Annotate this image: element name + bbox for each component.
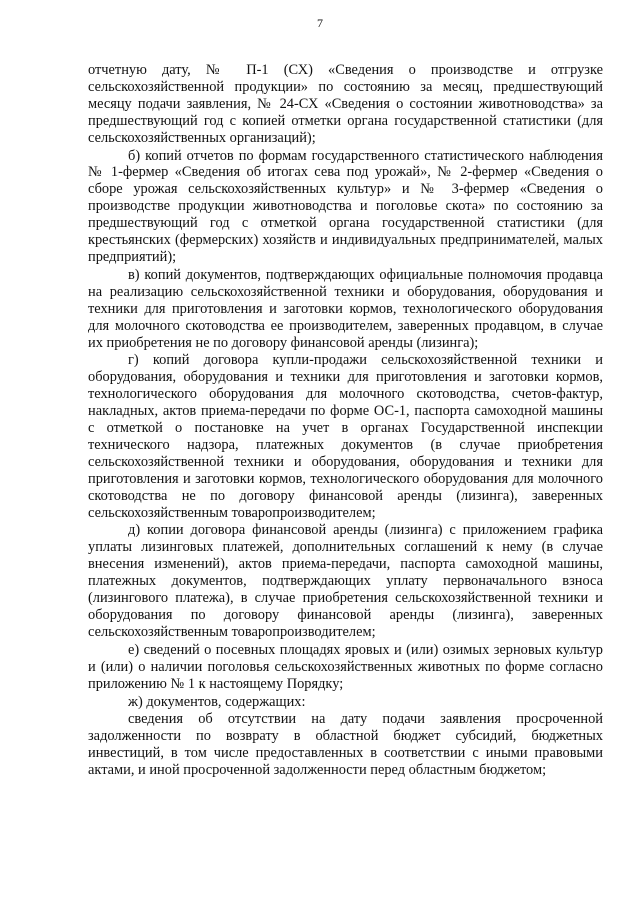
paragraph-item-v: в) копий документов, подтверждающих официальные полномочия продавца на реализацию сельскохозяйственной техники и оборудования, оборудования и техники для приготовления и заготовки кормов, технологического оборудования для молочного скотоводства ее производителем, заверенных продавцом, в случае их приобретения не по договору финансовой аренды (лизинга);	[88, 266, 603, 351]
page-number: 7	[317, 16, 323, 30]
paragraph-item-zh: ж) документов, содержащих:	[128, 693, 306, 710]
paragraph-item-zh-detail: сведения об отсутствии на дату подачи заявления просроченной задолженности по возврату в областной бюджет субсидий, бюджетных инвестиций, в том числе предоставленных в соответствии с иными правовыми актами, и иной просроченной задолженности перед областным бюджетом;	[88, 711, 603, 779]
paragraph-continuation: отчетную дату, № П-1 (СХ) «Сведения о производстве и отгрузке сельскохозяйственной продукции» по состоянию за месяц, предшествующий месяцу подачи заявления, № 24-СХ «Сведения о состоянии животноводства» за предшествующий год с копией отметки органа государственной статистики (для сельскохозяйственных организаций);	[88, 62, 603, 146]
paragraph-item-g: г) копий договора купли-продажи сельскохозяйственной техники и оборудования, оборудования и техники для приготовления и заготовки кормов, технологического оборудования для молочного скотоводства, счетов-фактур, накладных, актов приема-передачи по форме ОС-1, паспорта самоходной машины с отметкой о постановке на учет в органах Государственной инспекции технического надзора, платежных документов (в случае приобретения сельскохозяйственной техники и оборудования, оборудования и техники для приготовления и заготовки кормов, технологического оборудования для молочного скотоводства не по договору финансовой аренды (лизинга), заверенных сельскохозяйственным товаропроизводителем;	[88, 352, 603, 521]
paragraph-item-e: е) сведений о посевных площадях яровых и (или) озимых зерновых культур и (или) о наличии поголовья сельскохозяйственных животных по форме согласно приложению № 1 к настоящему Порядку;	[88, 641, 603, 692]
document-body	[88, 62, 603, 779]
paragraph-item-d: д) копии договора финансовой аренды (лизинга) с приложением графика уплаты лизинговых платежей, дополнительных соглашений к нему (в случае внесения изменений), актов приема-передачи, паспорта самоходной машины, платежных документов, подтверждающих уплату первоначального взноса (лизингового платежа), в случае приобретения сельскохозяйственной техники и оборудования по договору финансовой аренды (лизинга), заверенных сельскохозяйственным товаропроизводителем;	[88, 522, 603, 640]
paragraph-item-b: б) копий отчетов по формам государственного статистического наблюдения № 1-фермер «Сведения об итогах сева под урожай», № 2-фермер «Сведения о сборе урожая сельскохозяйственных культур» и № 3-фермер «Сведения о производстве продукции животноводства и поголовье скота» по состоянию за предшествующий год с отметкой органа государственной статистики (для крестьянских (фермерских) хозяйств и индивидуальных предпринимателей, малых предприятий);	[88, 147, 603, 265]
